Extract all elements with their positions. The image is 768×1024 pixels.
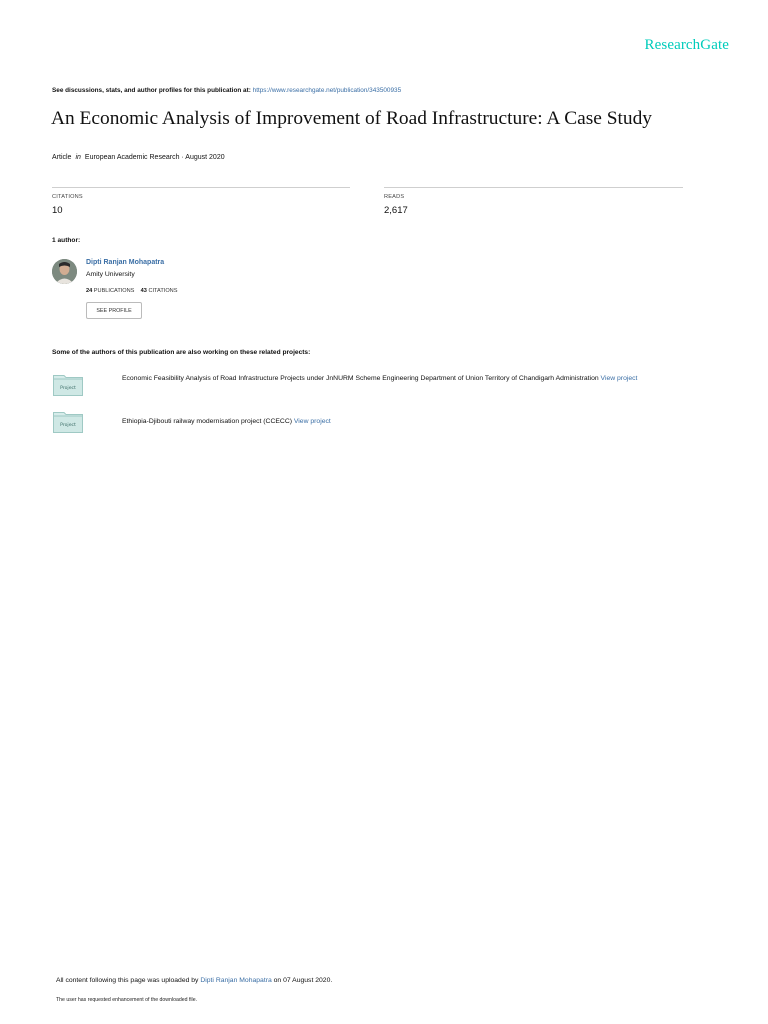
citations-label: CITATIONS bbox=[52, 194, 83, 200]
paper-venue-date: European Academic Research · August 2020 bbox=[84, 154, 225, 161]
researchgate-logo[interactable]: ResearchGate bbox=[644, 37, 729, 53]
citations-value: 10 bbox=[52, 205, 63, 216]
reads-divider bbox=[384, 187, 683, 188]
author-citations-count: 43 bbox=[140, 288, 147, 294]
view-project-link[interactable]: View project bbox=[293, 418, 331, 425]
see-profile-button[interactable]: SEE PROFILE bbox=[86, 302, 142, 319]
author-publications-label: PUBLICATIONS bbox=[93, 288, 135, 294]
project-folder-icon[interactable] bbox=[53, 374, 83, 396]
paper-title: An Economic Analysis of Improvement of Road Infrastructure: A Case Study bbox=[51, 108, 652, 129]
paper-in-label: in bbox=[75, 154, 81, 161]
uploaded-prefix: All content following this page was uploaded by bbox=[56, 977, 199, 984]
folder-icon bbox=[53, 411, 83, 433]
author-avatar[interactable] bbox=[52, 259, 77, 284]
author-name-link[interactable]: Dipti Ranjan Mohapatra bbox=[86, 259, 165, 266]
reads-value: 2,617 bbox=[384, 205, 408, 216]
person-icon bbox=[52, 259, 77, 284]
uploaded-by-line bbox=[56, 977, 332, 984]
project-icon-label: Project bbox=[60, 423, 76, 428]
author-publications-count: 24 bbox=[86, 288, 93, 294]
see-discussions-line bbox=[52, 87, 401, 94]
project-description: Economic Feasibility Analysis of Road Infrastructure Projects under JnNURM Scheme Engineering Department of Union Territory of Chandigarh Administration bbox=[122, 375, 599, 382]
uploaded-suffix: on 07 August 2020. bbox=[273, 977, 333, 984]
project-item bbox=[122, 373, 712, 385]
reads-label: READS bbox=[384, 194, 405, 200]
citations-divider bbox=[52, 187, 350, 188]
related-projects-heading: Some of the authors of this publication are also working on these related projects: bbox=[52, 349, 311, 356]
paper-type: Article bbox=[52, 154, 72, 161]
author-citations-label: CITATIONS bbox=[148, 288, 178, 294]
view-project-link[interactable]: View project bbox=[600, 375, 638, 382]
enhancement-note: The user has requested enhancement of the downloaded file. bbox=[56, 997, 198, 1003]
project-icon-label: Project bbox=[60, 386, 76, 391]
project-description: Ethiopia-Djibouti railway modernisation project (CCECC) bbox=[122, 418, 292, 425]
author-stats bbox=[86, 288, 177, 294]
paper-meta bbox=[52, 154, 225, 161]
authors-heading: 1 author: bbox=[52, 237, 81, 244]
folder-icon bbox=[53, 374, 83, 396]
project-item bbox=[122, 416, 712, 428]
project-folder-icon[interactable] bbox=[53, 411, 83, 433]
see-discussions-text: See discussions, stats, and author profiles for this publication at: bbox=[52, 87, 251, 94]
uploader-link[interactable]: Dipti Ranjan Mohapatra bbox=[200, 977, 272, 984]
publication-url-link[interactable]: https://www.researchgate.net/publication/343500935 bbox=[252, 87, 402, 94]
author-affiliation: Amity University bbox=[86, 271, 135, 278]
